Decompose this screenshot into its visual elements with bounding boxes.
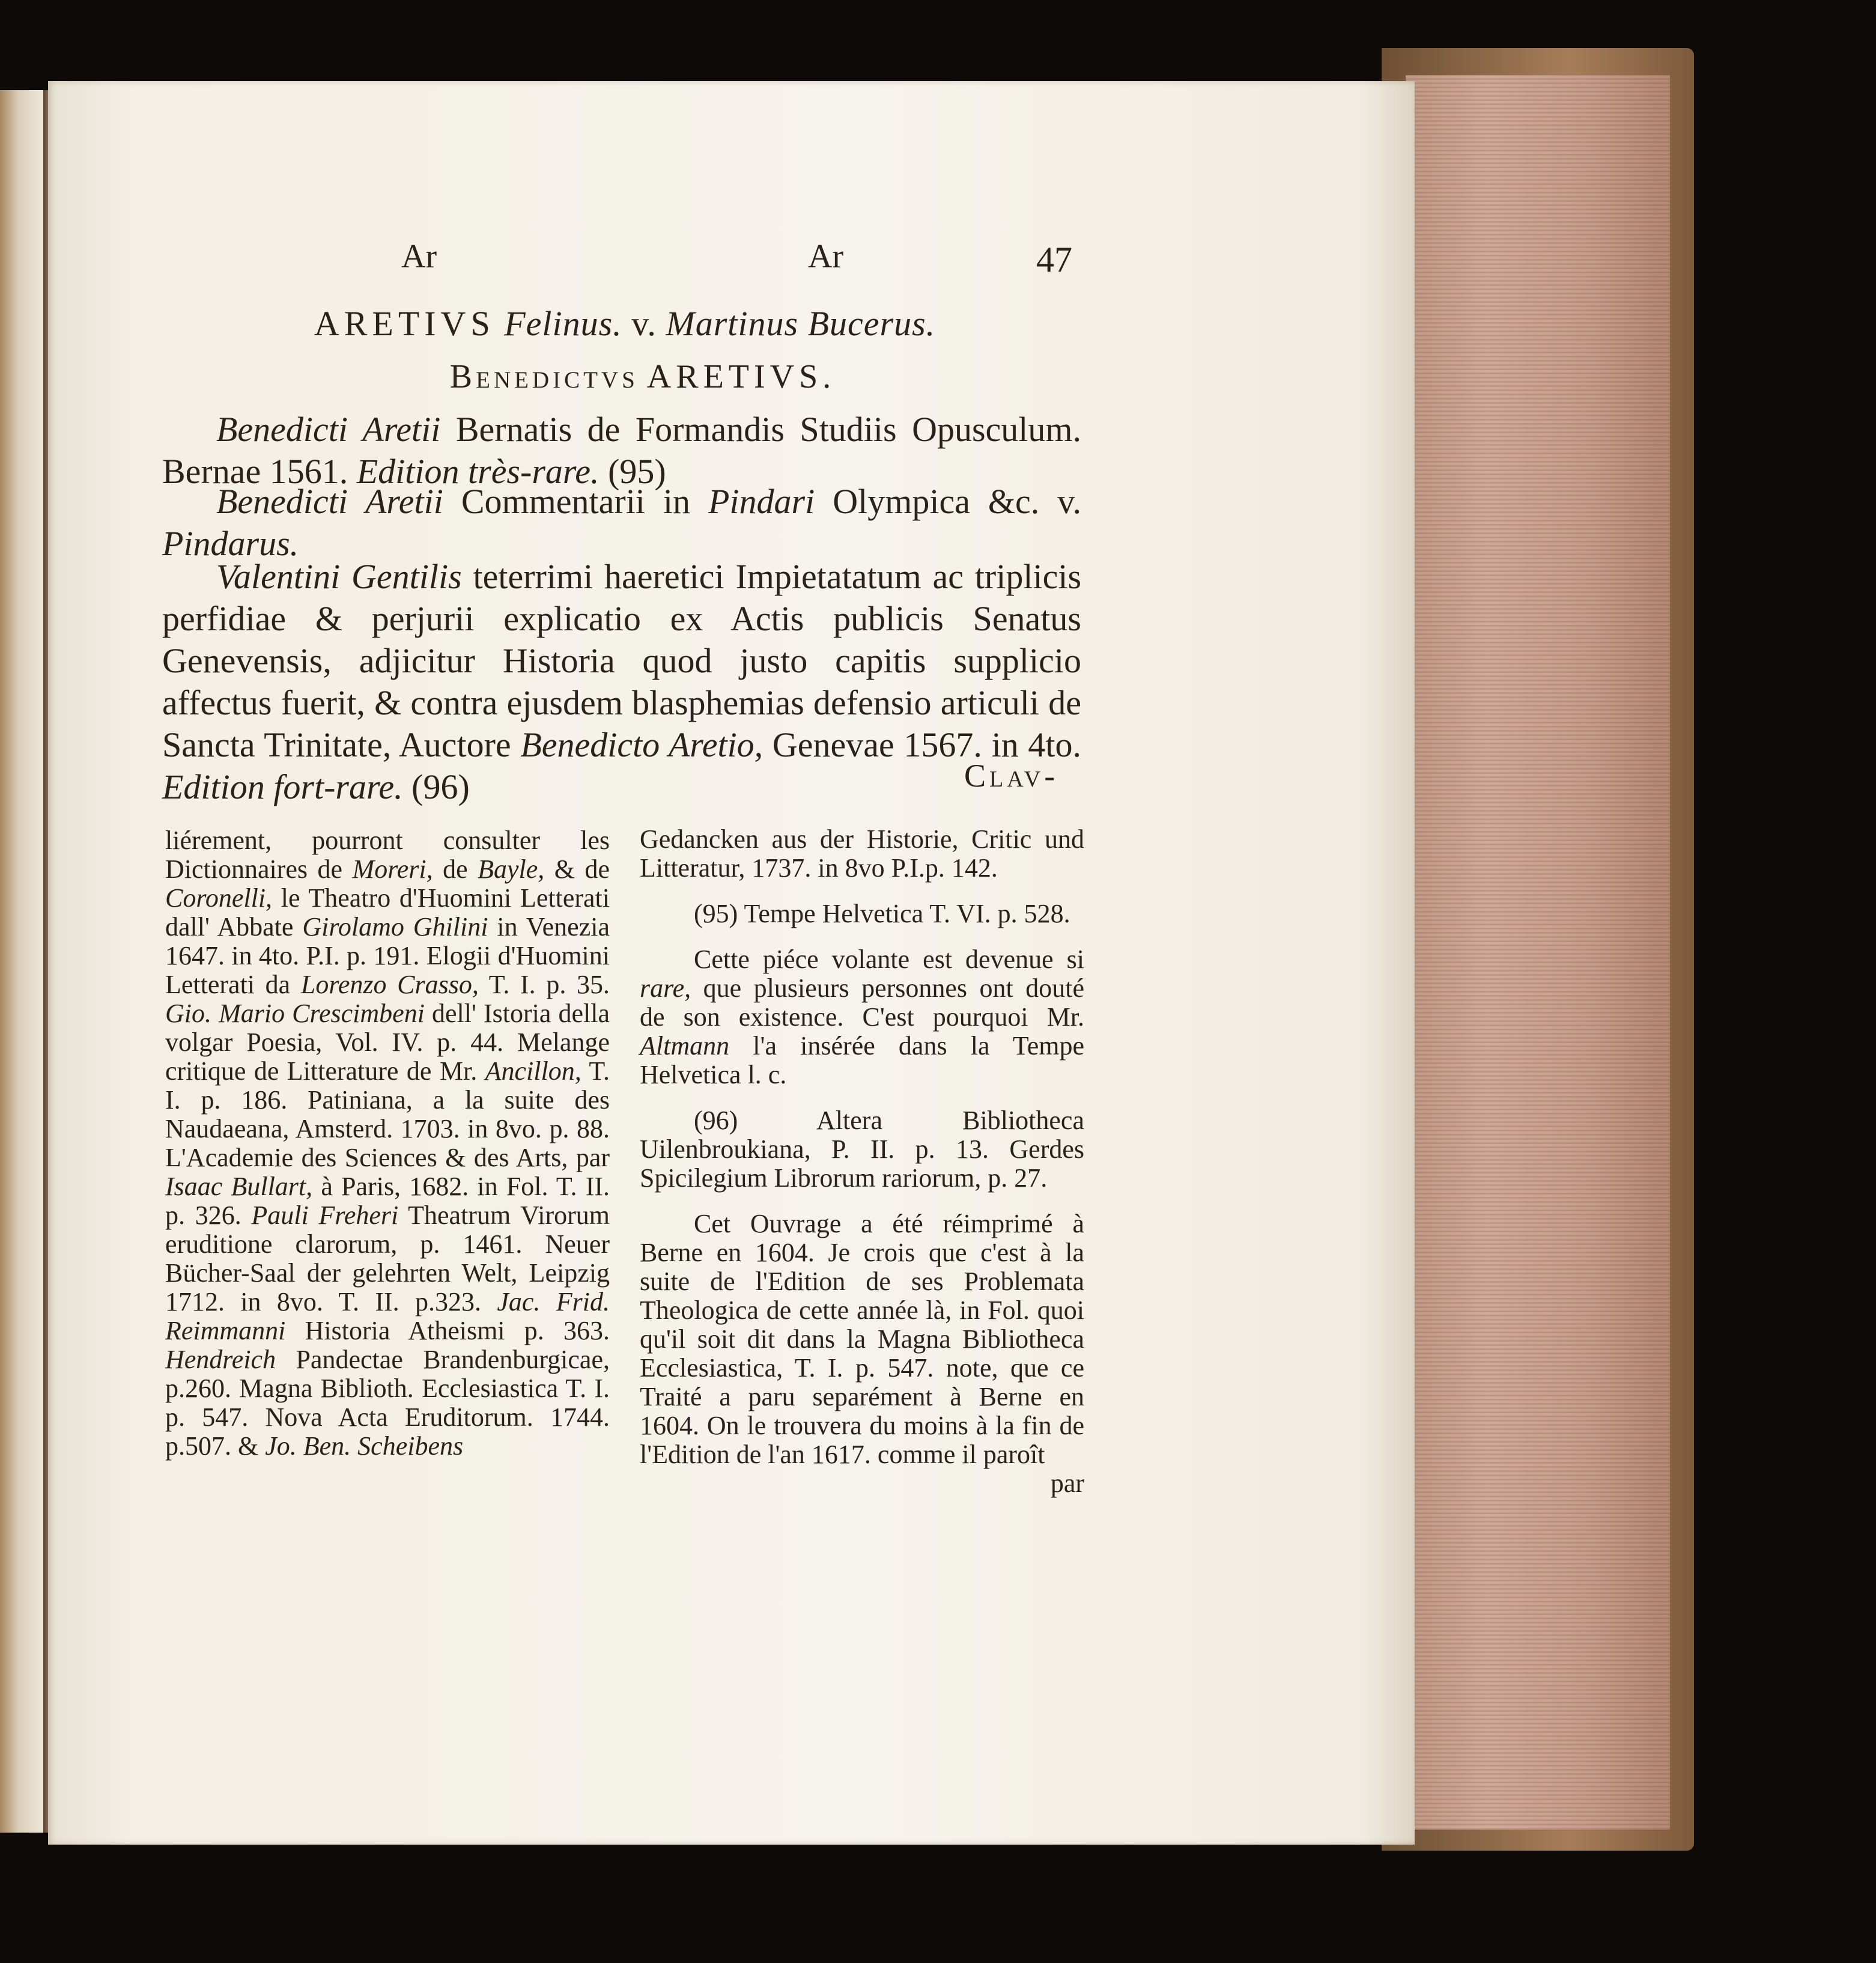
cited-name: Gio. Mario Crescimbeni [165, 999, 425, 1028]
page-number: 47 [1036, 240, 1072, 279]
running-head-left: Ar [401, 238, 437, 275]
entry-given-name: Felinus. [504, 304, 622, 343]
entry-name: ARETIVS [314, 304, 495, 343]
item-title: Commentarii in [461, 482, 691, 521]
imprint: Genevae 1567. in 4to. [772, 725, 1081, 764]
catchword-footnote: par [1050, 1468, 1084, 1498]
comment-text: l'a insérée dans la Tempe Helvetica l. c. [640, 1031, 1084, 1089]
cited-name: Pauli Freheri [251, 1201, 399, 1230]
footnote-text: de [433, 854, 478, 884]
author-name: Benedicto Aretio, [520, 725, 763, 764]
cited-name: Girolamo Ghilini [302, 912, 488, 942]
cited-name: Ancillon, [485, 1056, 581, 1086]
footnote-ref: (95) [608, 452, 666, 491]
footnote-text: & de [544, 854, 610, 884]
footnote-text: Pandectae Brandenburgicae, p.260. Magna Biblioth. Ecclesiastica T. I. p. 547. Nova Acta Eruditorum. 1744. p.507. & [165, 1345, 610, 1461]
comment-text: Cette piéce volante est devenue si [694, 945, 1084, 974]
bibliography-item-2 [162, 481, 1081, 565]
footnote-text: liérement, pourront consulter les Dictionnaires de [165, 826, 610, 884]
editor-name: Altmann [640, 1031, 730, 1061]
comment-emphasis: rare, [640, 973, 691, 1003]
bibliography-item-1 [162, 409, 1081, 493]
footnote-column-left [165, 826, 610, 1461]
footnote-continuation: Gedancken aus der Historie, Critic und Litteratur, 1737. in 8vo P.I.p. 142. [640, 824, 1084, 883]
footnote-96: (96) Altera Bibliotheca Uilenbroukiana, P. II. p. 13. Gerdes Spicilegium Librorum rariorum, p. 27. [640, 1106, 1084, 1193]
catchword-main: Clav- [964, 758, 1059, 794]
entry-benedictus-aretius [372, 358, 913, 396]
running-head-center: Ar [808, 238, 844, 275]
footnote-text: dell' Istoria della volgar Poesia, Vol. IV. p. 44. Melange critique de Litterature de Mr. [165, 999, 610, 1086]
item-title: Bernatis de Formandis Studiis Opusculum. Bernae 1561. [162, 410, 1082, 491]
cited-name: Isaac Bullart, [165, 1172, 313, 1201]
page-edges [1406, 75, 1670, 1830]
rarity-note: Edition très-rare. [356, 452, 600, 491]
cited-name: Coronelli, [165, 883, 273, 913]
bibliography-item-3 [162, 556, 1081, 808]
cited-name: Bayle, [478, 854, 545, 884]
author-name: Benedicti Aretii [216, 410, 441, 449]
footnote-text: Historia Atheismi p. 363. [285, 1316, 610, 1345]
footnote-column-right [640, 825, 1084, 1498]
entry-first-name: Benedictvs [449, 358, 639, 395]
footnote-text: T. I. p. 186. Patiniana, a la suite des Naudaeana, Amsterd. 1703. in 8vo. p. 88. L'Academie des Sciences & des Arts, par [165, 1056, 610, 1172]
cited-name: Jac. Frid. Reimmanni [165, 1287, 610, 1345]
cross-reference: Martinus Bucerus. [666, 304, 936, 343]
subject-name: Valentini Gentilis [216, 557, 462, 596]
cited-name: Moreri, [352, 854, 433, 884]
work-name: Pindari [708, 482, 815, 521]
comment-text: que plusieurs personnes ont douté de son existence. C'est pourquoi Mr. [640, 973, 1084, 1032]
cited-name: Jo. Ben. Scheibens [265, 1431, 464, 1461]
footnote-95: (95) Tempe Helvetica T. VI. p. 528. [694, 899, 1070, 928]
footnote-95-comment [640, 945, 1084, 1089]
cross-reference: Pindarus. [162, 524, 299, 563]
item-title-rest: Olympica &c. v. [833, 482, 1081, 521]
footnote-text: le Theatro d'Huomini Letterati dall' Abbate [165, 883, 610, 942]
see-also-marker: v. [631, 304, 657, 343]
author-name: Benedicti Aretii [216, 482, 443, 521]
footnote-text: in Venezia 1647. in 4to. P.I. p. 191. Elogii d'Huomini Letterati da [165, 912, 610, 999]
footnote-text: Theatrum Virorum eruditione clarorum, p. 1461. Neuer Bücher-Saal der gelehrten Welt, Leipzig 1712. in 8vo. T. II. p.323. [165, 1201, 610, 1316]
rarity-note: Edition fort-rare. [162, 767, 403, 806]
cited-name: Hendreich [165, 1345, 276, 1374]
footnote-text: T. I. p. 35. [478, 970, 610, 999]
footnote-96-comment: Cet Ouvrage a été réimprimé à Berne en 1604. Je crois que c'est à la suite de l'Edition de ses Problemata Theologica de cette année là, in Fol. quoi qu'il soit dit dans la Magna Bibliotheca Ecclesiastica, T. I. p. 547. note, que ce Traité a paru separément à Berne en 1604. On le trouvera du moins à la fin de l'Edition de l'an 1617. comme il paroît [640, 1209, 1084, 1469]
facing-page-edge [0, 90, 47, 1833]
footnote-ref: (96) [411, 767, 470, 806]
item-title: teterrimi haeretici Impietatatum ac triplicis perfidiae & perjurii explicatio ex Actis publicis Senatus Genevensis, adjicitur Historia quod justo capitis supplicio affectus fuerit, & contra ejusdem blasphemias defensio articuli de Sancta Trinitate, Auctore [162, 557, 1082, 764]
footnote-text: à Paris, 1682. in Fol. T. II. p. 326. [165, 1172, 610, 1230]
cited-name: Lorenzo Crasso, [300, 970, 479, 999]
entry-aretius-felinus [264, 303, 985, 344]
entry-surname: ARETIVS. [646, 358, 836, 395]
